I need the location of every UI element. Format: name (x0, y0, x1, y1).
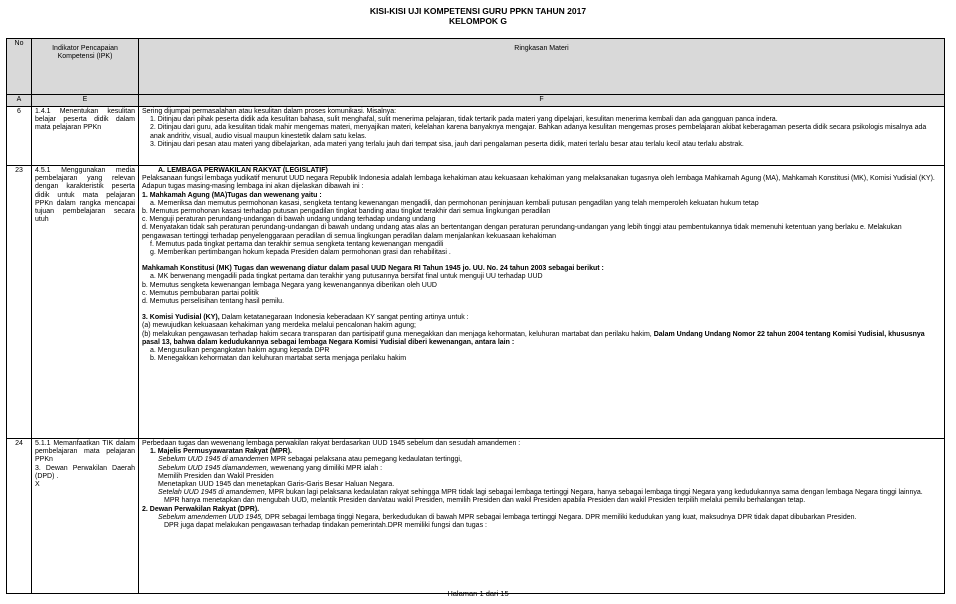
ma-item: b. Memutus permohonan kasasi terhadap putusan pengadilan tingkat banding atau tingkat terakhir dari semua lingkungan peradilan (142, 208, 551, 216)
italic-phrase: Sebelum UUD 1945 diamandemen, (158, 464, 269, 472)
ipk-text: Menggunakan media pembelajaran yang relevan dengan karakteristik peserta didik untuk mata pelajaran PPKn dalam rangka mencapai tujuan pembelajaran secara utuh (35, 167, 135, 224)
ky-auth: a. Mengusulkan pengangkatan hakim agung kepada DPR (150, 347, 330, 355)
ipk-cell (32, 166, 139, 439)
ma-item: d. Menyatakan tidak sah peraturan perundang-undangan di bawah undang undang atas alas an bertentangan dengan peraturan perundang-undangan yang lebih tinggi atau pembentukannya tidak memenuhi ketentuan yang berlaku e. Melakukan pengawasan tertinggi terhadap penyelenggaraan peradilan di semua lingkungan peradilan dalam menjalankan kekuasaan kehakiman (142, 224, 902, 240)
line-text: MPR hanya menetapkan dan mengubah UUD, melantik Presiden dan/atau wakil Presiden, memilih Presiden dan wakil Presiden apabila Presiden dan wakil Presiden terpilih melalui pemilu berhalangan tetap. (164, 497, 806, 505)
table-row (7, 107, 945, 166)
materi-line: 2. Ditinjau dari guru, ada kesulitan tidak mahir mengemas materi, menyajikan materi, kelelahan karena banyaknya mengajar. Bahkan adanya kesulitan mengemas proses pembelajaran akibat keberagaman peserta didik secara psikologis misalnya ada anak andritiv, visual, audio visual maupun kinestetik dalam satu kelas. (150, 124, 927, 140)
title-line-2: KELOMPOK G (448, 16, 508, 26)
dpr-title: 2. Dewan Perwakilan Rakyat (DPR). (142, 505, 260, 513)
ma-item: a. Memeriksa dan memutus permohonan kasasi, sengketa tentang kewenangan mengadili, dan permohonan peninjauan kembali putusan pengadilan yang telah memperoleh kekuatan hukum tetap (150, 199, 759, 207)
materi-line (142, 514, 941, 522)
ma-title: 1. Mahkamah Agung (MA)Tugas dan wewenang yaitu : (142, 191, 322, 199)
table-row (7, 439, 945, 594)
materi-line (142, 465, 941, 473)
mk-item: c. Memutus pembubaran partai politik (142, 289, 259, 297)
page-footer: Halaman 1 dari 15 (447, 589, 509, 598)
ky-item (142, 331, 941, 347)
line-text: DPR sebagai lembaga tinggi Negara, berkedudukan di bawah MPR sebagai lembaga tertinggi Negara. DPR memiliki kedudukan yang kuat, maksudnya DPR tidak dapat dibubarkan Presiden. (263, 513, 857, 521)
header-no: No (7, 39, 32, 95)
line-text: MPR sebagai pelaksana atau pemegang kedaulatan tertinggi, (268, 456, 462, 464)
materi-line (142, 497, 941, 505)
materi-line: Perbedaan tugas dan wewenang lembaga perwakilan rakyat berdasarkan UUD 1945 sebelum dan sesudah amandemen : (142, 440, 521, 447)
line-text: Menetapkan UUD 1945 dan menetapkan Garis-Garis Besar Haluan Negara. (158, 481, 395, 489)
mk-item: a. MK berwenang mengadili pada tingkat pertama dan terakhir yang putusannya bersifat final untuk menguji UU terhadap UUD (150, 273, 543, 281)
letter-row (7, 95, 945, 107)
ipk-cell (32, 439, 139, 594)
section-heading: A. LEMBAGA PERWAKILAN RAKYAT (LEGISLATIF) (158, 167, 328, 174)
materi-line: 3. Ditinjau dari pesan atau materi yang dibelajarkan, ada materi yang terlalu jauh dari tempat sisa, jauh dari pengalaman peserta didik, materi terlalu besar atau terlalu kecil atau terlalu abstrak. (150, 140, 744, 148)
line-text: DPR juga dapat melakukan pengawasan terhadap tindakan pemerintah.DPR memiliki fungsi dan tugas : (164, 522, 487, 530)
ipk-text: Memanfaatkan TIK dalam pembelajaran mata pelajaran PPKn (35, 440, 135, 464)
ma-item: c. Menguji peraturan perundang-undangan di bawah undang undang terhadap undang undang (142, 216, 436, 224)
header-row (7, 39, 945, 95)
materi-line (142, 522, 941, 530)
materi-line (142, 481, 941, 489)
mk-item: b. Memutus sengketa kewenangan lembaga Negara yang kewenangannya diberikan oleh UUD (142, 281, 437, 289)
letter-f: F (139, 95, 945, 107)
header-ringkasan: Ringkasan Materi (139, 39, 945, 95)
row-number: 23 (7, 166, 32, 439)
ky-item-text: (b) melakukan pengawasan terhadap hakim secara transparan dan partisipatif guna menegakkan dan menjaga kehormatan, keluhuran martabat dan perilaku hakim, (142, 330, 652, 338)
ipk-x: X (35, 481, 40, 489)
ky-auth: b. Menegakkan kehormatan dan keluhuran martabat serta menjaga perilaku hakim (150, 355, 407, 363)
letter-a: A (7, 95, 32, 107)
materi-line (142, 456, 941, 464)
ky-item: (a) mewujudkan kekuasaan kehakiman yang merdeka melalui pencalonan hakim agung; (142, 322, 416, 330)
materi-line: Sering dijumpai permasalahan atau kesulitan dalam proses komunikasi. Misalnya: (142, 108, 397, 115)
ipk-code: 4.5.1 (35, 167, 51, 174)
mpr-lines (142, 456, 941, 505)
line-text: wewenang yang dimiliki MPR ialah : (268, 464, 383, 472)
letter-e: E (32, 95, 139, 107)
title-line-1: KISI-KISI UJI KOMPETENSI GURU PPKN TAHUN 2017 (369, 6, 587, 16)
ipk-code: 5.1.1 (35, 440, 51, 447)
ma-item: f. Memutus pada tingkat pertama dan terakhir semua sengketa tentang kewenangan mengadili (150, 240, 444, 248)
ky-title: 3. Komisi Yudisial (KY), (142, 314, 220, 322)
row-number: 24 (7, 439, 32, 594)
materi-line (142, 489, 941, 497)
line-text: Memilih Presiden dan Wakil Presiden (158, 472, 274, 480)
ipk-code: 1.4.1 (35, 108, 51, 115)
materi-line (142, 473, 941, 481)
kisi-kisi-table (6, 38, 945, 594)
dpr-lines (142, 514, 941, 530)
materi-line: Pelaksanaan fungsi lembaga yudikatif menurut UUD negara Republik Indonesia adalah lembaga kehakiman atau kekuasaan kehakiman yang melaksanakan tugasnya oleh lembaga Mahkamah Agung (MA), Mahkamah Konstitusi (MK), Komisi Yudisial (KY). Adapun tugas masing-masing lembaga ini akan dijelaskan dibawah ini : (142, 175, 935, 191)
line-text: MPR bukan lagi pelaksana kedaulatan rakyat sehingga MPR tidak lagi sebagai lembaga tertinggi Negara, hanya sebagai lembaga tinggi Negara yang kedudukannya sama dengan lembaga Negara tinggi lainnya. (266, 489, 923, 497)
ma-item: g. Memberikan pertimbangan hokum kepada Presiden dalam permohonan grasi dan rehabilitasi . (150, 249, 451, 257)
italic-phrase: Sebelum amendemen UUD 1945, (158, 513, 264, 521)
materi-line: 1. Ditinjau dari pihak peserta didik ada kesulitan bahasa, sulit menghafal, sulit menerima pelajaran, tidak tertarik pada materi yang dipelajari, kesulitan menerima kembali dan ada gangguan panca indera. (150, 116, 778, 124)
mk-title: Mahkamah Konstitusi (MK) Tugas dan wewenang diatur dalam pasal UUD Negara RI Tahun 1945 jo. UU. No. 24 tahun 2003 sebagai berikut : (142, 265, 604, 273)
italic-phrase: Sebelum UUD 1945 di amandemen (158, 456, 269, 464)
mpr-title: 1. Majelis Permusyawaratan Rakyat (MPR). (150, 448, 293, 456)
ringkasan-cell (139, 166, 945, 439)
italic-phrase: Setelah UUD 1945 di amandemen, (158, 489, 267, 497)
ringkasan-cell (139, 107, 945, 166)
ringkasan-cell (139, 439, 945, 594)
ky-law: Dalam Undang Undang Nomor 22 tahun 2004 tentang Komisi Yudisial, khususnya pasal 13, bahwa dalam kedudukannya sebagai lembaga Negara Komisi Yudisial diberi kewenangan, antara lain : (142, 330, 925, 346)
ky-heading (142, 314, 941, 322)
ipk-cell (32, 107, 139, 166)
ipk-extra: 3. Dewan Perwakilan Daerah (DPD) . (35, 464, 135, 480)
document-title (0, 6, 956, 26)
mk-item: d. Memutus perselisihan tentang hasil pemilu. (142, 298, 285, 306)
header-ipk: Indikator Pencapaian Kompetensi (IPK) (32, 39, 139, 95)
row-number: 6 (7, 107, 32, 166)
ipk-text: Menentukan kesulitan belajar peserta didik dalam mata pelajaran PPKn (35, 108, 135, 132)
table-row (7, 166, 945, 439)
ky-intro: Dalam ketatanegaraan Indonesia keberadaan KY sangat penting artinya untuk : (219, 314, 469, 322)
